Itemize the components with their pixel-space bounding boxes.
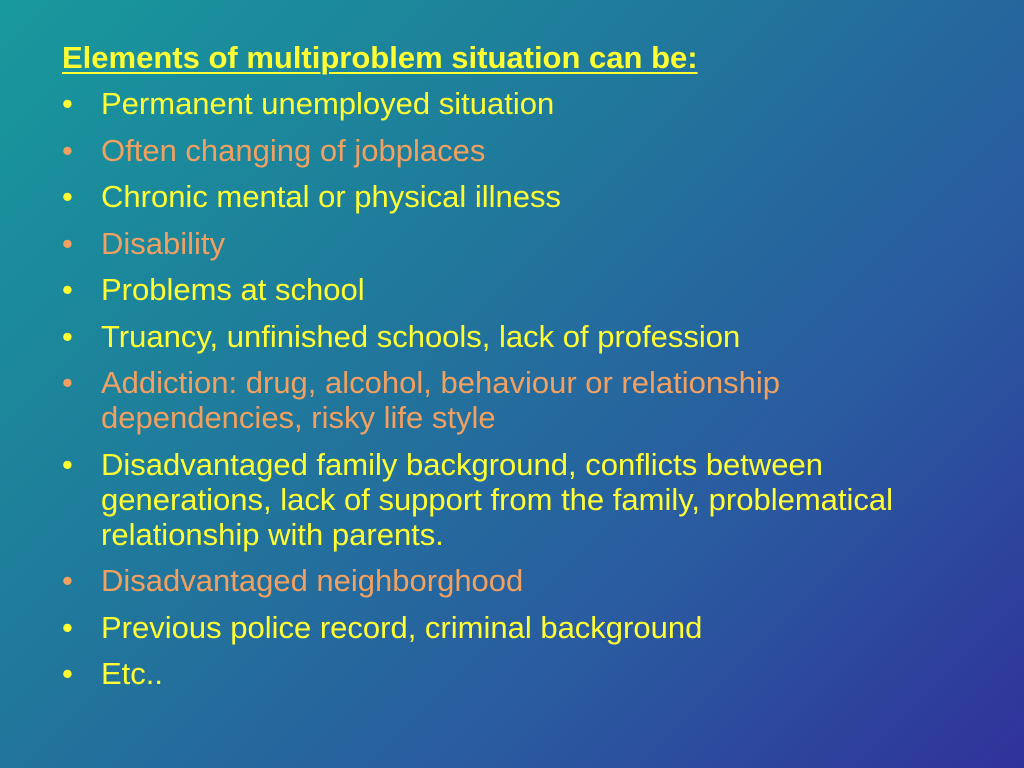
bullet-item (62, 656, 962, 691)
bullet-text: Disadvantaged family background, conflicts between generations, lack of support from the family, problematical relationship with parents. (101, 446, 894, 552)
bullet-icon: • (62, 656, 73, 691)
bullet-item (62, 86, 962, 121)
bullet-icon: • (62, 179, 73, 214)
bullet-text: Disadvantaged neighborghood (101, 563, 524, 598)
bullet-icon: • (62, 132, 73, 168)
bullet-text: Addiction: drug, alcohol, behaviour or relationship dependencies, risky life style (101, 365, 780, 435)
bullet-item (62, 133, 962, 168)
bullet-icon: • (62, 86, 73, 121)
bullet-item (62, 563, 962, 598)
bullet-item (62, 319, 962, 354)
bullet-text: Etc.. (101, 656, 164, 691)
bullet-item (62, 610, 962, 645)
bullet-icon: • (62, 446, 73, 482)
bullet-text: Problems at school (101, 272, 365, 307)
bullet-item (62, 447, 962, 552)
bullet-icon: • (62, 609, 73, 645)
bullet-item (62, 365, 962, 435)
bullet-item (62, 179, 962, 214)
bullet-item (62, 226, 962, 261)
bullet-text: Previous police record, criminal background (101, 609, 703, 645)
bullet-icon: • (62, 272, 73, 307)
slide-title: Elements of multiproblem situation can be: (62, 40, 698, 75)
bullet-text: Truancy, unfinished schools, lack of profession (101, 318, 741, 354)
bullet-text: Often changing of jobplaces (101, 132, 486, 168)
bullet-icon: • (62, 365, 73, 400)
bullet-text: Permanent unemployed situation (101, 86, 555, 121)
bullet-icon: • (62, 225, 73, 261)
bullet-icon: • (62, 563, 73, 598)
bullet-text: Disability (101, 225, 226, 261)
bullet-list (62, 86, 962, 703)
bullet-item (62, 272, 962, 307)
bullet-icon: • (62, 318, 73, 354)
bullet-text: Chronic mental or physical illness (101, 179, 562, 214)
